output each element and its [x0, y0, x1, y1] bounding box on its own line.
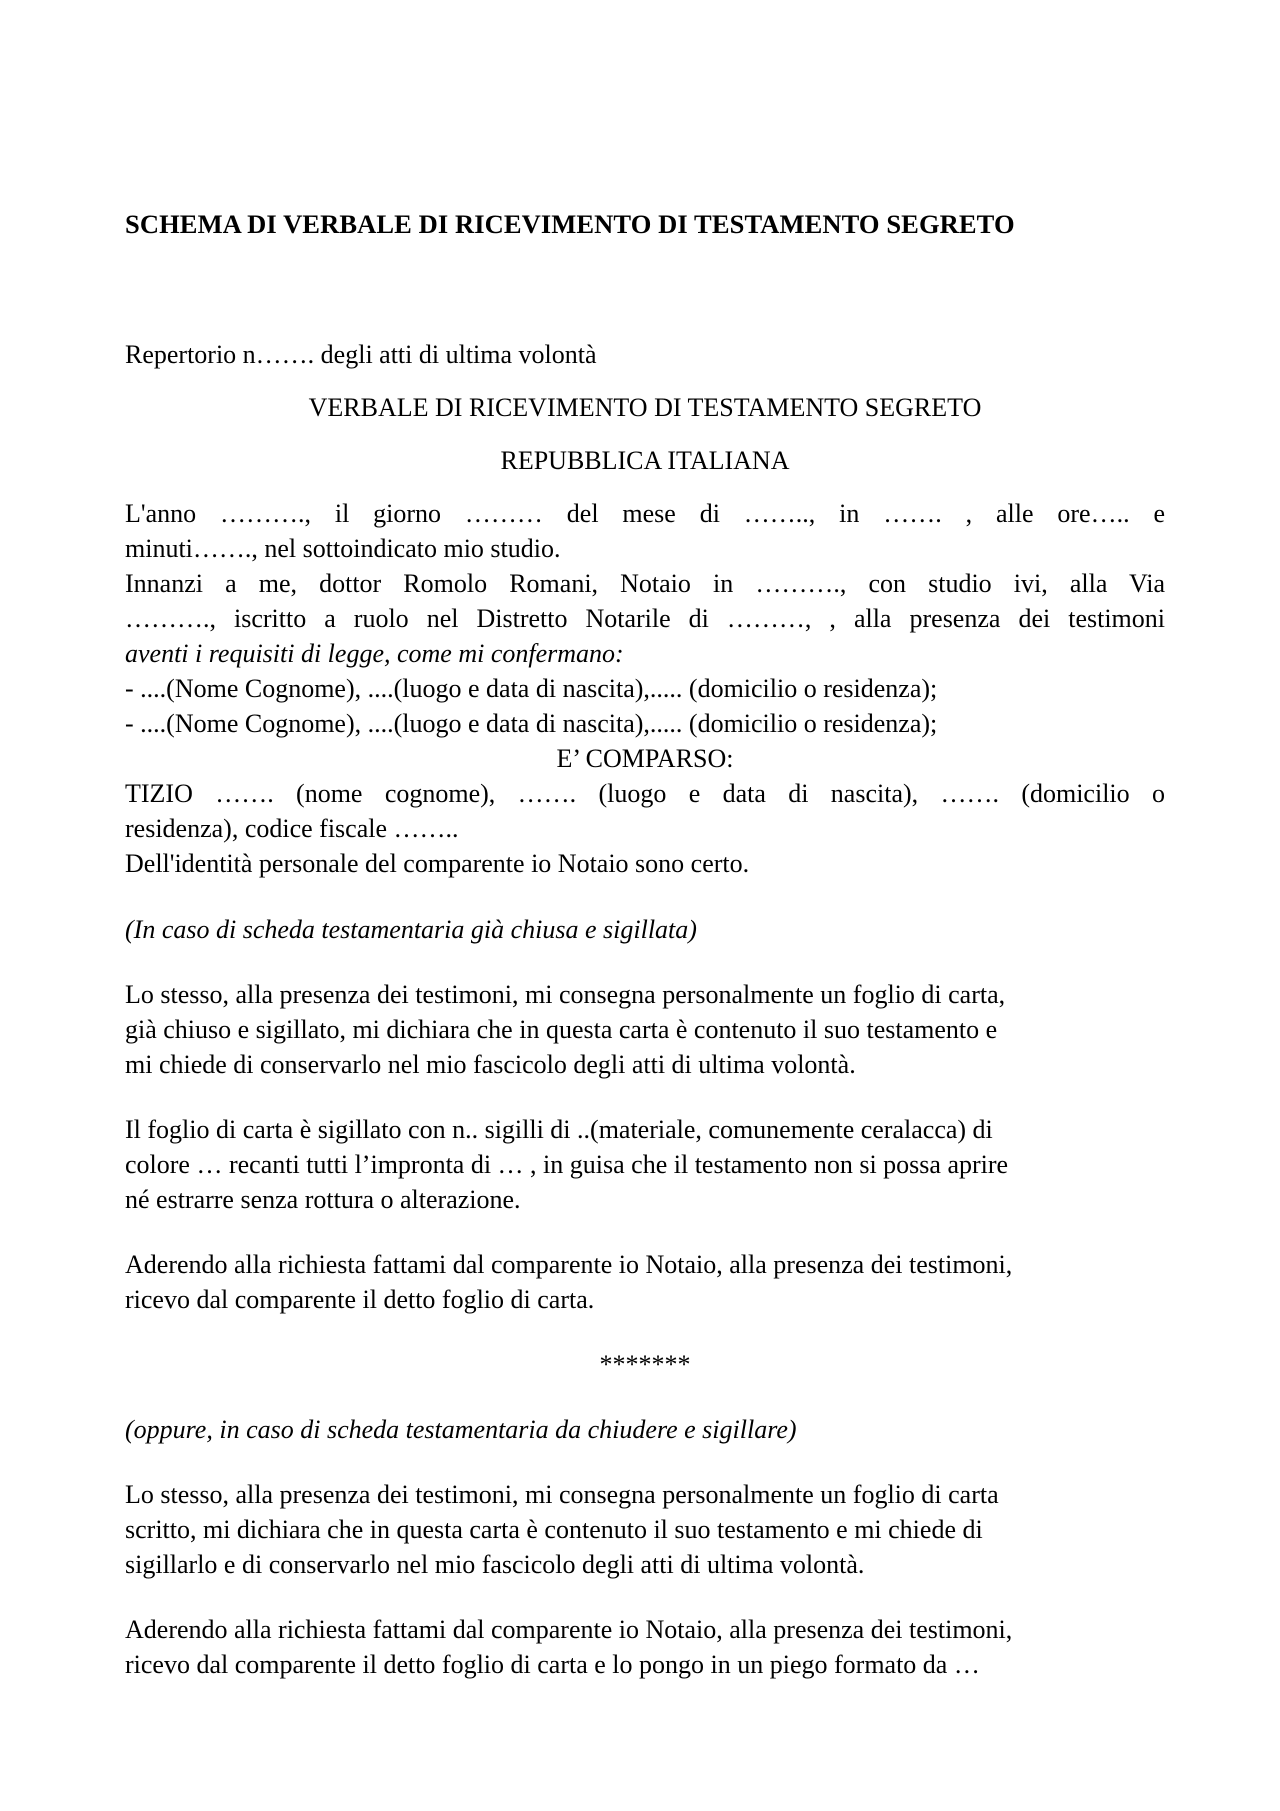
caso2-p1-line-3: sigillarlo e di conservarlo nel mio fascicolo degli atti di ultima volontà. — [125, 1550, 865, 1579]
caso1-p2-line-1: Il foglio di carta è sigillato con n.. sigilli di ..(materiale, comunemente ceralacca) di — [125, 1115, 993, 1144]
testimone-2: - ....(Nome Cognome), ....(luogo e data di nascita),..... (domicilio o residenza); — [125, 709, 938, 738]
caso1-p1-line-2: già chiuso e sigillato, mi dichiara che in questa carta è contenuto il suo testamento e — [125, 1015, 998, 1044]
anno-line-1: L'anno ………., il giorno ……… del mese di …….., in ……. , alle ore….. e — [125, 499, 1165, 528]
caso2-heading: (oppure, in caso di scheda testamentaria da chiudere e sigillare) — [125, 1415, 797, 1444]
caso1-p1-line-3: mi chiede di conservarlo nel mio fascicolo degli atti di ultima volontà. — [125, 1050, 856, 1079]
document-title: SCHEMA DI VERBALE DI RICEVIMENTO DI TESTAMENTO SEGRETO — [125, 209, 1015, 239]
caso1-p1-line-1: Lo stesso, alla presenza dei testimoni, mi consegna personalmente un foglio di carta, — [125, 980, 1006, 1009]
tizio-line-1: TIZIO ……. (nome cognome), ……. (luogo e data di nascita), ……. (domicilio o — [125, 779, 1165, 808]
caso1-p2-line-3: né estrarre senza rottura o alterazione. — [125, 1185, 521, 1214]
caso2-p1-line-1: Lo stesso, alla presenza dei testimoni, mi consegna personalmente un foglio di carta — [125, 1480, 999, 1509]
caso1-p2-line-2: colore … recanti tutti l’impronta di … , in guisa che il testamento non si possa aprire — [125, 1150, 1009, 1179]
caso2-p2-line-2: ricevo dal comparente il detto foglio di carta e lo pongo in un piego formato da … — [125, 1650, 980, 1679]
section-separator: ******* — [599, 1350, 691, 1379]
caso1-p3-line-2: ricevo dal comparente il detto foglio di carta. — [125, 1285, 595, 1314]
identita-line: Dell'identità personale del comparente io Notaio sono certo. — [125, 849, 750, 878]
anno-line-2: minuti……., nel sottoindicato mio studio. — [125, 534, 561, 563]
innanzi-line-1: Innanzi a me, dottor Romolo Romani, Notaio in ………., con studio ivi, alla Via — [125, 569, 1165, 598]
comparso-heading: E’ COMPARSO: — [556, 744, 734, 773]
caso2-p1-line-2: scritto, mi dichiara che in questa carta è contenuto il suo testamento e mi chiede di — [125, 1515, 983, 1544]
heading-verbale: VERBALE DI RICEVIMENTO DI TESTAMENTO SEGRETO — [308, 393, 982, 422]
caso1-heading: (In caso di scheda testamentaria già chiusa e sigillata) — [125, 915, 697, 944]
innanzi-line-3: aventi i requisiti di legge, come mi confermano: — [125, 639, 624, 668]
tizio-line-2: residenza), codice fiscale …….. — [125, 814, 459, 843]
caso2-p2-line-1: Aderendo alla richiesta fattami dal comparente io Notaio, alla presenza dei testimoni, — [125, 1615, 1013, 1644]
heading-repubblica: REPUBBLICA ITALIANA — [500, 446, 790, 475]
innanzi-line-2: ………., iscritto a ruolo nel Distretto Notarile di ………, , alla presenza dei testimoni — [125, 604, 1165, 633]
caso1-p3-line-1: Aderendo alla richiesta fattami dal comparente io Notaio, alla presenza dei testimoni, — [125, 1250, 1013, 1279]
testimone-1: - ....(Nome Cognome), ....(luogo e data di nascita),..... (domicilio o residenza); — [125, 674, 938, 703]
repertorio-line: Repertorio n……. degli atti di ultima volontà — [125, 340, 597, 369]
